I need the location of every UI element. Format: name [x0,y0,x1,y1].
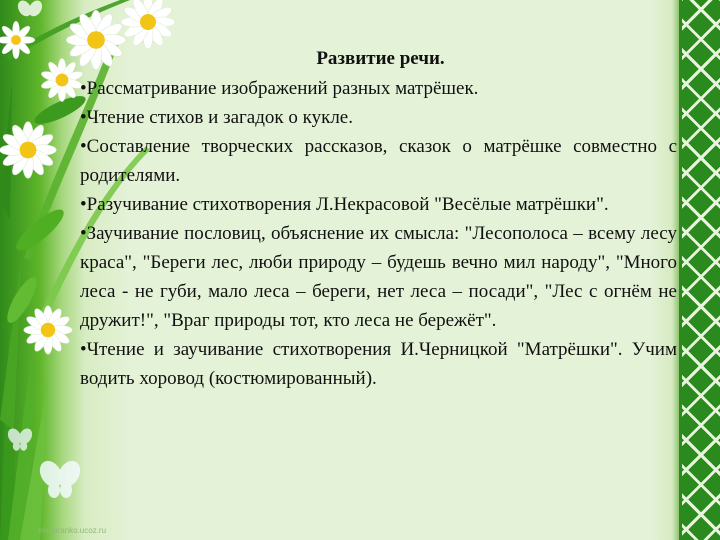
butterfly-icon [35,457,84,498]
slide-title: Развитие речи. [316,48,445,69]
lattice-border [682,0,720,540]
watermark: elenaranko.ucoz.ru [38,526,107,535]
list-item: •Разучивание стихотворения Л.Некрасовой "Весёлые матрёшки". [80,194,609,215]
chamomile-flower-icon [40,58,84,101]
chamomile-flower-icon [121,0,175,49]
list-item: •Чтение и заучивание стихотворения И.Черницкой "Матрёшки". Учим водить хоровод (костюмированный). [80,339,677,389]
list-item: •Составление творческих рассказов, сказок о матрёшке совместно с родителями. [80,136,677,186]
list-item: •Чтение стихов и загадок о кукле. [80,107,353,128]
butterfly-icon [15,0,45,19]
list-item: •Заучивание пословиц, объяснение их смысла: "Лесополоса – всему лесу краса", "Береги лес, люби природу – будешь вечно мил народу", "Много леса - не губи, мало леса – береги, нет леса – посади", "Лес с огнём не дружит!", "Враг природы тот, кто леса не бережёт". [80,223,677,331]
slide-content [80,44,677,393]
chamomile-flower-icon [0,21,35,59]
list-item: •Рассматривание изображений разных матрёшек. [80,78,479,99]
chamomile-flower-icon [24,306,73,355]
